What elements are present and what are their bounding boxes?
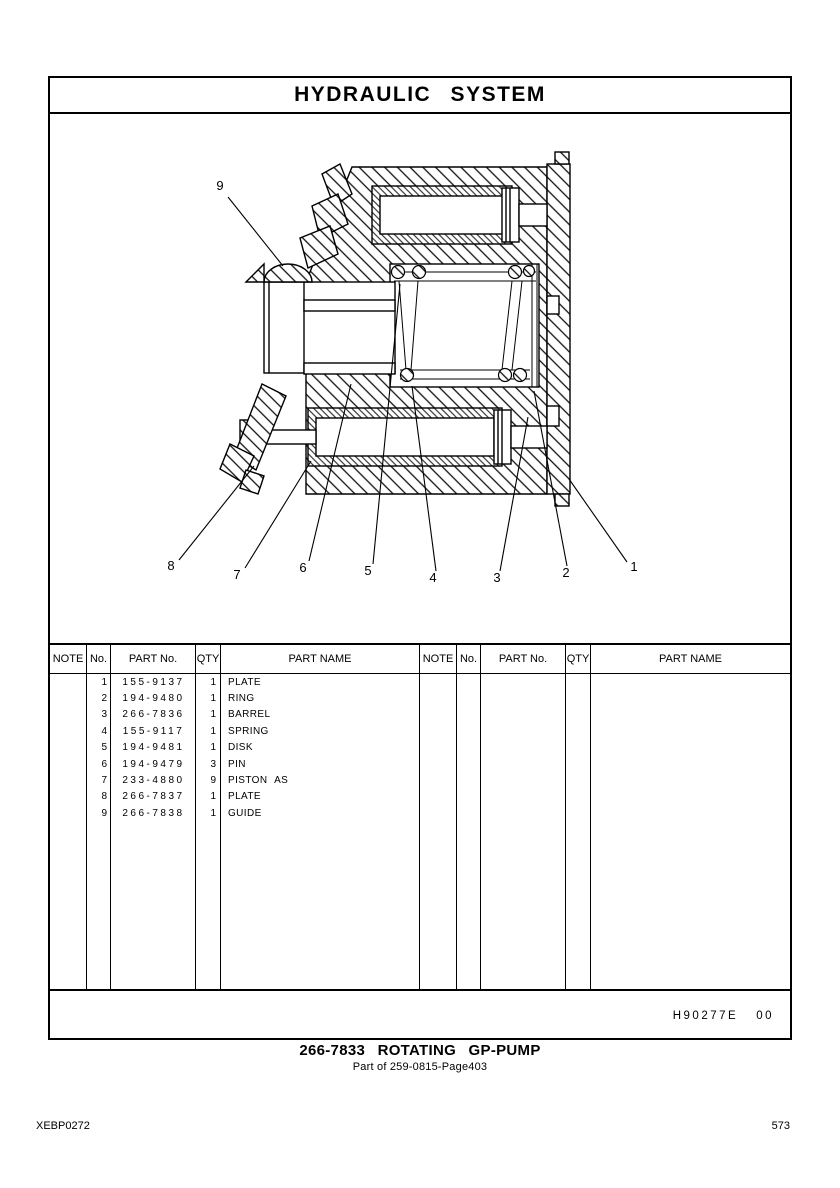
cell-name: PLATE <box>228 791 261 803</box>
header-no: No. <box>87 645 111 673</box>
table-row <box>50 707 790 723</box>
header-note-2: NOTE <box>420 645 457 673</box>
table-column-line <box>590 674 592 989</box>
cell-name: SPRING <box>228 725 269 737</box>
cell-part: 266-7836 <box>122 709 185 721</box>
sheet-border <box>48 76 792 1040</box>
table-row <box>50 674 790 690</box>
parts-table-header <box>50 645 790 674</box>
drawing-id-band <box>50 989 790 1040</box>
cell-part: 233-4880 <box>122 775 185 787</box>
table-row <box>50 756 790 772</box>
drawing-revision: 00 <box>756 1009 774 1022</box>
header-part-no: PART No. <box>111 645 196 673</box>
callout-label-4: 4 <box>429 570 437 585</box>
table-row <box>50 772 790 788</box>
cell-no: 6 <box>101 758 107 770</box>
header-no-2: No. <box>457 645 481 673</box>
callout-label-2: 2 <box>562 565 570 580</box>
cell-name: RING <box>228 693 255 705</box>
table-column-line <box>419 674 421 989</box>
figure-caption: 266-7833 ROTATING GP-PUMP <box>299 1042 541 1059</box>
figure-subcaption: Part of 259-0815-Page403 <box>352 1061 488 1073</box>
table-row <box>50 789 790 805</box>
parts-table <box>50 643 790 1040</box>
cell-name: DISK <box>228 742 253 754</box>
header-qty-2: QTY <box>566 645 591 673</box>
cell-name: GUIDE <box>228 807 262 819</box>
table-column-line <box>565 674 567 989</box>
page-number: 573 <box>771 1120 790 1132</box>
cell-part: 194-9479 <box>122 758 185 770</box>
cell-qty: 3 <box>210 758 216 770</box>
cell-qty: 1 <box>210 693 216 705</box>
header-qty: QTY <box>196 645 221 673</box>
header-part-no-2: PART No. <box>481 645 566 673</box>
table-body <box>50 674 790 989</box>
cell-name: BARREL <box>228 709 271 721</box>
callout-label-5: 5 <box>364 563 372 578</box>
diagram-area <box>50 114 790 643</box>
callout-label-6: 6 <box>299 560 307 575</box>
cell-part: 155-9117 <box>122 725 185 737</box>
cell-no: 7 <box>101 775 107 787</box>
cell-part: 266-7838 <box>122 807 185 819</box>
callout-line-9 <box>228 197 283 266</box>
drawing-number: H90277E <box>672 1009 739 1022</box>
cell-qty: 1 <box>210 725 216 737</box>
table-row <box>50 740 790 756</box>
cell-qty: 1 <box>210 676 216 688</box>
table-row <box>50 805 790 821</box>
cell-no: 3 <box>101 709 107 721</box>
table-column-line <box>220 674 222 989</box>
cell-qty: 1 <box>210 807 216 819</box>
cell-name: PIN <box>228 758 246 770</box>
cell-no: 9 <box>101 807 107 819</box>
cell-part: 194-9480 <box>122 693 185 705</box>
callout-label-8: 8 <box>167 558 175 573</box>
cell-no: 2 <box>101 693 107 705</box>
header-part-name-2: PART NAME <box>659 653 722 665</box>
callout-line-1 <box>569 479 627 562</box>
cell-name: PISTON AS <box>228 775 289 787</box>
cell-no: 8 <box>101 791 107 803</box>
pump-cross-section-diagram <box>50 114 790 643</box>
callout-label-7: 7 <box>233 567 241 582</box>
table-column-line <box>195 674 197 989</box>
header-part-name: PART NAME <box>221 645 420 673</box>
cell-qty: 1 <box>210 742 216 754</box>
callout-label-9: 9 <box>216 178 224 193</box>
cell-no: 5 <box>101 742 107 754</box>
table-column-line <box>110 674 112 989</box>
callout-label-3: 3 <box>493 570 501 585</box>
cell-part: 194-9481 <box>122 742 185 754</box>
cell-qty: 1 <box>210 791 216 803</box>
cell-no: 1 <box>101 676 107 688</box>
cell-part: 155-9137 <box>122 676 185 688</box>
table-column-line <box>456 674 458 989</box>
table-column-line <box>86 674 88 989</box>
cell-part: 266-7837 <box>122 791 185 803</box>
document-code: XEBP0272 <box>36 1120 90 1132</box>
header-note: NOTE <box>50 645 87 673</box>
table-row <box>50 690 790 706</box>
cell-no: 4 <box>101 725 107 737</box>
cell-qty: 1 <box>210 709 216 721</box>
callout-label-1: 1 <box>630 559 638 574</box>
table-column-line <box>480 674 482 989</box>
callout-line-8 <box>179 466 254 560</box>
cell-qty: 9 <box>210 775 216 787</box>
page-title: HYDRAULIC SYSTEM <box>294 83 546 106</box>
title-bar <box>50 78 790 114</box>
pump-body <box>220 152 570 506</box>
cell-name: PLATE <box>228 676 261 688</box>
table-row <box>50 723 790 739</box>
